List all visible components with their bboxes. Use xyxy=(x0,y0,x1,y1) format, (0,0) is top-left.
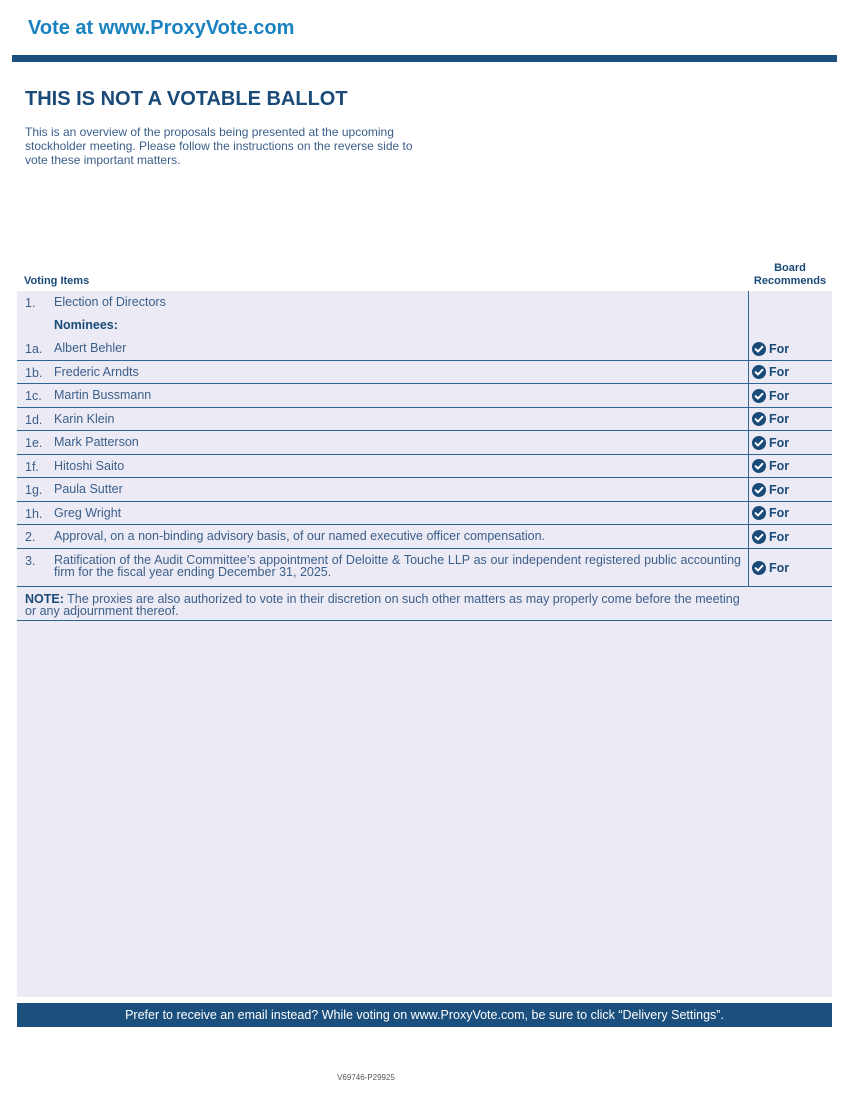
recommendation-label: For xyxy=(769,388,790,403)
nominee-row xyxy=(17,408,832,431)
board-recommends-header xyxy=(748,262,832,288)
recommendation-cell xyxy=(748,384,832,407)
recommendation-label: For xyxy=(769,529,790,544)
recommendation-cell xyxy=(748,478,832,501)
nominees-label: Nominees: xyxy=(54,318,118,332)
nominee-number: 1h. xyxy=(25,507,43,521)
recommendation-label: For xyxy=(769,435,790,450)
nominee-number: 1f. xyxy=(25,460,39,474)
nominee-row xyxy=(17,337,832,361)
nominee-name: Karin Klein xyxy=(54,412,115,426)
check-circle-icon xyxy=(752,483,766,497)
recommendation-label: For xyxy=(769,560,790,575)
item-row-1 xyxy=(17,291,832,314)
check-circle-icon xyxy=(752,506,766,520)
note-label: NOTE: xyxy=(25,592,64,606)
recommendation-label: For xyxy=(769,506,790,520)
nominee-name: Mark Patterson xyxy=(54,435,139,449)
nominee-number: 1c. xyxy=(25,389,42,403)
recommendation-label: For xyxy=(769,482,790,497)
nominee-row xyxy=(17,361,832,384)
recommendation-cell xyxy=(748,455,832,477)
ballot-intro: This is an overview of the proposals being presented at the upcoming stockholder meeting. Please follow the instructions on the reverse side to vote these important matters. xyxy=(25,125,413,167)
item-number: 3. xyxy=(25,554,36,568)
recommendation-label: For xyxy=(769,412,790,426)
recommendation-cell xyxy=(748,431,832,454)
check-circle-icon xyxy=(752,365,766,379)
check-circle-icon xyxy=(752,389,766,403)
item-row-2 xyxy=(17,525,832,549)
recommendation-label: For xyxy=(769,365,790,379)
nominees-label-row xyxy=(17,314,832,337)
nominee-name: Hitoshi Saito xyxy=(54,459,125,473)
header-rule xyxy=(12,55,837,62)
item-text: Election of Directors xyxy=(54,295,166,309)
nominee-row xyxy=(17,455,832,478)
nominee-row xyxy=(17,502,832,525)
header-title: Vote at www.ProxyVote.com xyxy=(28,17,295,39)
document-code: V69746-P29925 xyxy=(337,1073,395,1082)
nominee-number: 1b. xyxy=(25,366,43,380)
nominee-name: Martin Bussmann xyxy=(54,388,152,402)
item-text: Ratification of the Audit Committee’s appointment of Deloitte & Touche LLP as our independent registered public accounting firm for the fiscal year ending December 31, 2025. xyxy=(54,553,741,579)
ballot-heading: THIS IS NOT A VOTABLE BALLOT xyxy=(25,88,348,110)
recommendation-cell-empty xyxy=(748,314,832,337)
recommendation-label: For xyxy=(769,459,790,473)
check-circle-icon xyxy=(752,530,766,544)
recommendation-cell xyxy=(748,549,832,586)
recommendation-label: For xyxy=(769,341,790,356)
voting-items-table xyxy=(17,291,832,621)
recommendation-cell-empty xyxy=(748,291,832,314)
item-row-3 xyxy=(17,549,832,586)
nominee-row xyxy=(17,431,832,455)
nominee-name: Greg Wright xyxy=(54,506,122,520)
board-recommends-line2: Recommends xyxy=(753,275,827,287)
nominee-number: 1a. xyxy=(25,342,43,356)
note xyxy=(17,586,832,621)
check-circle-icon xyxy=(752,561,766,575)
recommendation-cell xyxy=(748,361,832,383)
nominee-name: Paula Sutter xyxy=(54,482,123,496)
item-number: 2. xyxy=(25,530,36,544)
recommendation-cell xyxy=(748,525,832,548)
email-delivery-banner xyxy=(17,1003,832,1027)
check-circle-icon xyxy=(752,459,766,473)
nominee-number: 1d. xyxy=(25,413,43,427)
nominee-name: Frederic Arndts xyxy=(54,365,139,379)
nominee-row xyxy=(17,384,832,408)
nominee-row xyxy=(17,478,832,502)
item-number-blank xyxy=(17,314,54,337)
nominee-number: 1e. xyxy=(25,436,43,450)
recommendation-cell xyxy=(748,408,832,430)
recommendation-cell xyxy=(748,337,832,360)
check-circle-icon xyxy=(752,412,766,426)
note-text: The proxies are also authorized to vote in their discretion on such other matters as may properly come before the meeting or any adjournment thereof. xyxy=(25,592,740,618)
item-text: Approval, on a non-binding advisory basis, of our named executive officer compensation. xyxy=(54,529,546,543)
email-delivery-banner-text: Prefer to receive an email instead? While voting on www.ProxyVote.com, be sure to click “Delivery Settings”. xyxy=(125,1008,724,1022)
board-recommends-line1: Board xyxy=(774,262,806,274)
recommendation-cell xyxy=(748,502,832,524)
check-circle-icon xyxy=(752,342,766,356)
item-number: 1. xyxy=(25,296,36,310)
nominee-name: Albert Behler xyxy=(54,341,127,355)
check-circle-icon xyxy=(752,436,766,450)
nominee-number: 1g. xyxy=(25,483,43,497)
voting-items-header: Voting Items xyxy=(24,275,90,287)
